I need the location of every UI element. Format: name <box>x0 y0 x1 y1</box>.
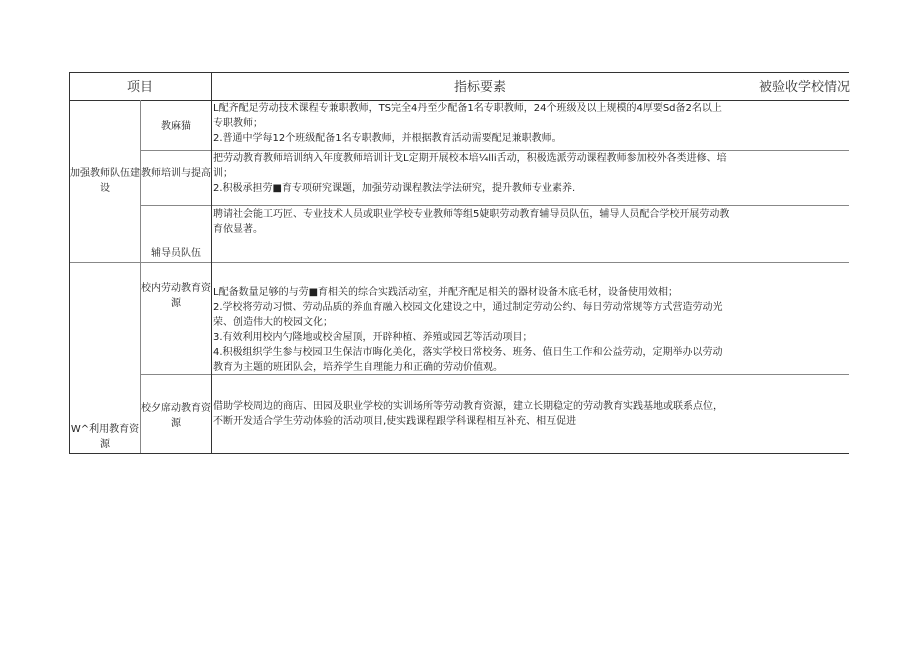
indicator-line: L配备数量足够的与劳■育相关的综合实践活动室，并配齐配足相关的器材设备木底毛材，设备使用效相； <box>213 287 679 298</box>
col-divider <box>211 72 212 454</box>
indicator-line: L配齐配足劳动技术课程专兼职教师，TS完全4丹至少配备1名专职教师，24个班级及以上规模的4厚要Sd备2名以上专职教师； <box>213 103 722 129</box>
indicator-line: 4.积极组织学生参与校园卫生保洁市晦化美化，落实学校日常校务、班务、值日生工作和公益劳动，定期举办以劳动教育为主题的班团队会，培养学生自理能力和正确的劳动价值观。 <box>213 347 723 373</box>
sub-label: 辅导员队伍 <box>151 248 201 259</box>
table-top-border <box>69 72 849 73</box>
indicator-line: 2.积极承担劳■育专项研究课题，加强劳动课程教法学法研究，提升教师专业素养. <box>213 183 576 194</box>
indicator-line: 借助学校周边的商店、田园及职业学校的实训场所等劳动教育资源，建立长期稳定的劳动教育实践基地或联系点位，不断开发适合学生劳动体验的活动项目,使实践课程跟学科课程相互补充、相互促进 <box>213 401 723 427</box>
indicator-content <box>213 101 731 146</box>
indicator-content <box>213 399 731 429</box>
header-check: 被验收学校情况 <box>758 80 850 95</box>
indicator-line: 3.有效利用校内勺隆地或校舍屋顶，开辟种植、养殖或园艺等活动项目； <box>213 332 533 343</box>
table-left-border <box>69 72 70 454</box>
indicator-line: 2.学校将劳动习惯、劳动品质的养血育融入校园文化建设之中，通过制定劳动公约、每日劳动常规等方式营造劳动光荣、创造伟大的校园文化； <box>213 302 723 328</box>
row-divider <box>140 205 849 206</box>
indicator-line: 把劳动教育教师培训纳入年度教师培训计戈L定期开展校本培¼lli舌动，积极选派劳动课程教师参加校外各类进修、培训； <box>213 153 727 179</box>
header-indicator: 指标要素 <box>453 80 506 95</box>
indicator-content <box>213 151 731 196</box>
indicator-content <box>213 285 731 375</box>
sub-label: 教麻猫 <box>161 121 191 132</box>
indicator-content <box>213 207 731 237</box>
indicator-line: 聘请社会能工巧匠、专业技术人员或职业学校专业教师等组5婕职劳动教育辅导员队伍，辅导人员配合学校开展劳动教育依显著。 <box>213 209 730 235</box>
sub-label: 校内劳动教育资源 <box>141 283 211 309</box>
group-divider <box>69 262 849 263</box>
sub-label: 校夕席动教育资源 <box>141 403 211 429</box>
indicator-line: 2.普通中学每12个班级配备1名专职教师，并根据教育活动需要配足兼职教师。 <box>213 133 562 144</box>
sub-label: 教师培训与提高 <box>141 168 211 179</box>
group-label-teachers: 加强教师队伍建设 <box>70 168 140 194</box>
table-bottom-border <box>69 453 849 454</box>
header-item: 项目 <box>126 80 153 95</box>
group-label-resources: W^利用教育资源 <box>70 424 140 450</box>
